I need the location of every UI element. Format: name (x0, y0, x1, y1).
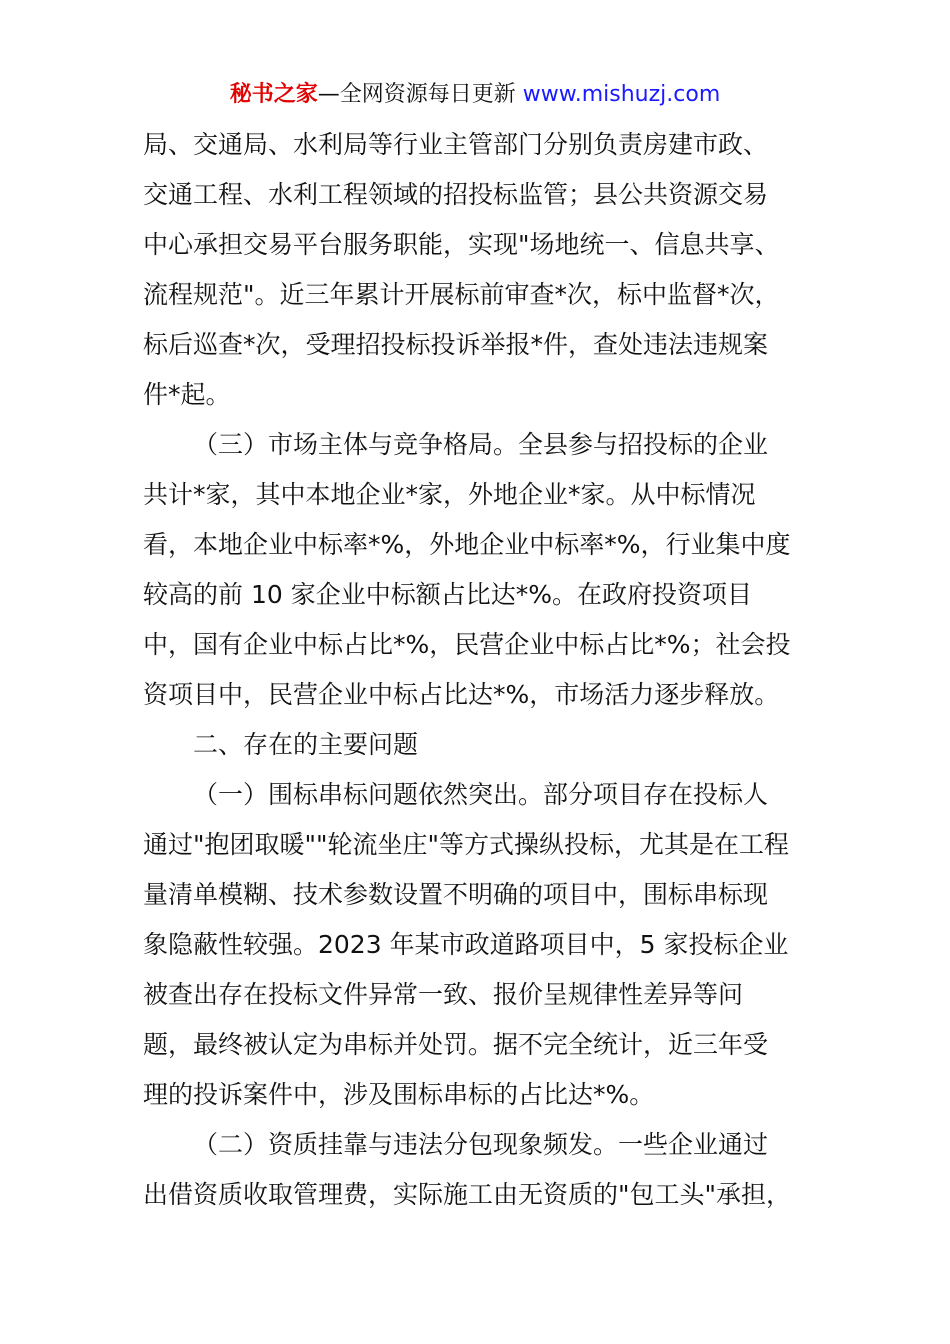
paragraph-start: （一）围标串标问题依然突出。部分项目存在投标人 (193, 780, 769, 809)
text-line: 象隐蔽性较强。2023 年某市政道路项目中，5 家投标企业 (143, 930, 789, 959)
text-line: 出借资质收取管理费，实际施工由无资质的"包工头"承担， (143, 1180, 792, 1209)
text-line: 件*起。 (143, 380, 231, 409)
brand-name: 秘书之家 (229, 82, 318, 107)
section-heading: 二、存在的主要问题 (193, 730, 419, 759)
header-tagline: —全网资源每日更新 (317, 82, 523, 107)
text-line: 共计*家，其中本地企业*家，外地企业*家。从中标情况 (143, 480, 756, 509)
text-line: 资项目中，民营企业中标占比达*%，市场活力逐步释放。 (143, 680, 780, 709)
text-line: 被查出存在投标文件异常一致、报价呈规律性差异等问 (143, 980, 744, 1009)
text-line: 交通工程、水利工程领域的招投标监管；县公共资源交易 (143, 180, 769, 209)
text-line: 中，国有企业中标占比*%，民营企业中标占比*%；社会投 (143, 630, 791, 659)
text-line: 标后巡查*次，受理招投标投诉举报*件，查处违法违规案 (143, 330, 769, 359)
text-line: 题，最终被认定为串标并处罚。据不完全统计，近三年受 (143, 1030, 769, 1059)
site-header (0, 80, 950, 110)
text-line: 中心承担交易平台服务职能，实现"场地统一、信息共享、 (143, 230, 780, 259)
text-line: 通过"抱团取暖""轮流坐庄"等方式操纵投标，尤其是在工程 (143, 830, 789, 859)
paragraph-start: （三）市场主体与竞争格局。全县参与招投标的企业 (193, 430, 769, 459)
text-line: 流程规范"。近三年累计开展标前审查*次，标中监督*次， (143, 280, 780, 309)
text-line: 理的投诉案件中，涉及围标串标的占比达*%。 (143, 1080, 655, 1109)
text-line: 量清单模糊、技术参数设置不明确的项目中，围标串标现 (143, 880, 769, 909)
document-body (143, 120, 813, 1220)
paragraph-start: （二）资质挂靠与违法分包现象频发。一些企业通过 (193, 1130, 769, 1159)
text-line: 看，本地企业中标率*%，外地企业中标率*%，行业集中度 (143, 530, 791, 559)
text-line: 局、交通局、水利局等行业主管部门分别负责房建市政、 (143, 130, 769, 159)
site-url: www.mishuzj.com (522, 82, 721, 107)
text-line: 较高的前 10 家企业中标额占比达*%。在政府投资项目 (143, 580, 752, 609)
